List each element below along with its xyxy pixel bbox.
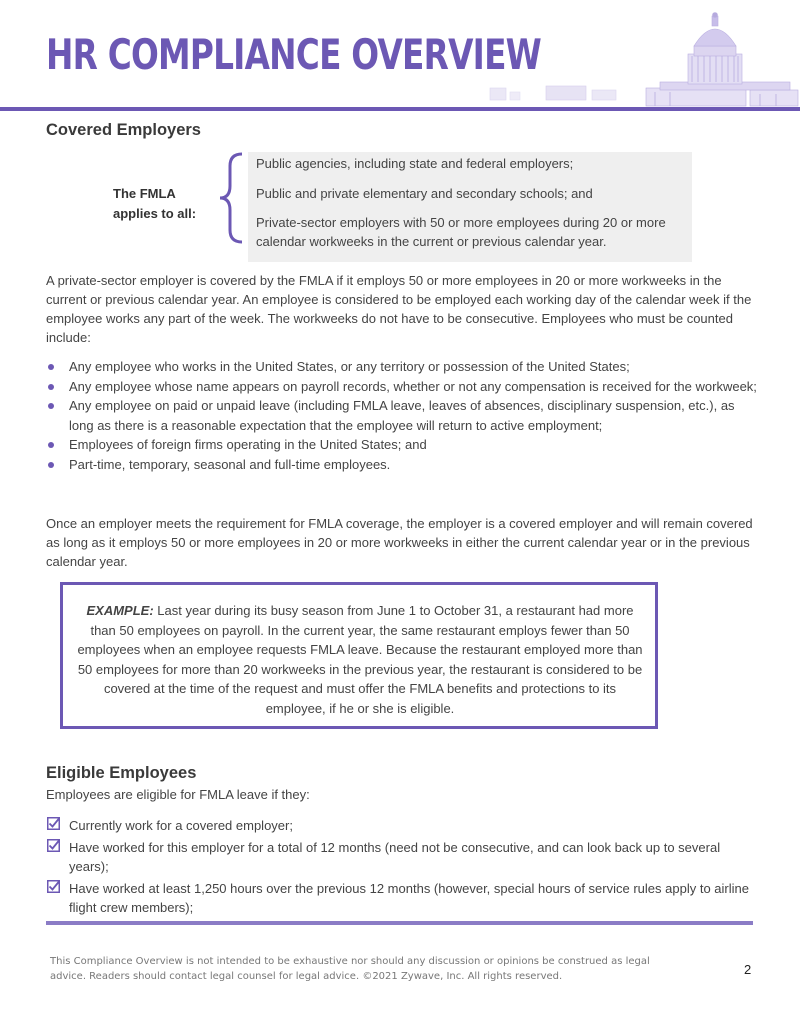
example-label: EXAMPLE: [86,603,154,618]
capitol-building-image [480,8,800,108]
checklist-item-text: Have worked for this employer for a total of 12 months (need not be consecutive, and can look back up to several years); [69,839,721,874]
applies-list-box [248,152,692,262]
example-callout-box [60,582,658,729]
applies-item: Private-sector employers with 50 or more employees during 20 or more calendar workweeks in the current or previous calendar year. [256,215,666,249]
list-item-text: Any employee who works in the United States, or any territory or possession of the United States; [69,359,630,374]
bullet-icon [48,442,54,448]
applies-item: Public and private elementary and secondary schools; and [256,186,593,201]
bullet-icon [48,403,54,409]
bullet-icon [48,462,54,468]
list-item [46,396,758,435]
checkbox-checked-icon [47,817,60,830]
page-header [0,0,800,112]
bullet-icon [48,384,54,390]
checklist-item [46,838,758,877]
header-divider [0,107,800,111]
example-text [73,601,647,719]
list-item-text: Any employee on paid or unpaid leave (including FMLA leave, leaves of absences, disciplinary suspension, etc.), as long as there is a reasonable expectation that the employee will return to active employment; [69,398,735,433]
checkbox-checked-icon [47,880,60,893]
list-item-text: Part-time, temporary, seasonal and full-time employees. [69,456,391,472]
list-item-text: Employees of foreign firms operating in the United States; and [69,437,427,452]
list-item [46,435,758,455]
section-heading-covered-employers: Covered Employers [46,121,201,139]
checklist-item [46,879,758,918]
checklist-item-text: Have worked at least 1,250 hours over the previous 12 months (however, special hours of service rules apply to airline flight crew members); [69,880,749,915]
checklist-item [46,816,758,836]
footer-disclaimer: This Compliance Overview is not intended to be exhaustive nor should any discussion or opinions be construed as legal advice. Readers should contact legal counsel for legal advice. ©2021 Zywave, Inc. All rights reserved. [50,956,650,982]
footer-divider [46,921,753,925]
checklist-item-text: Currently work for a covered employer; [69,818,293,833]
curly-brace-icon [216,152,246,244]
fmla-applies-label: The FMLA applies to all: [113,186,197,221]
eligibility-checklist [46,816,758,920]
applies-item: Public agencies, including state and federal employers; [256,156,574,171]
list-item-text: Any employee whose name appears on payroll records, whether or not any compensation is received for the workweek; [69,378,757,394]
checkbox-checked-icon [47,839,60,852]
list-item [46,357,758,377]
eligible-intro: Employees are eligible for FMLA leave if they: [46,787,310,802]
coverage-paragraph: A private-sector employer is covered by the FMLA if it employs 50 or more employees in 20 or more workweeks in the current or previous calendar year. An employee is considered to be employed each working day of the calendar week if the employee works any part of the week. The workweeks do not have to be consecutive. Employees who must be counted include: [46,273,752,345]
example-body: Last year during its busy season from June 1 to October 31, a restaurant had more than 50 employees on payroll. In the current year, the same restaurant employs fewer than 50 employees when an employee requests FMLA leave. Because the restaurant employed more than 50 employees for more than 20 workweeks in the previous year, the restaurant is considered to be covered at the time of the request and must offer the FMLA benefits and protections to its employee, if he or she is eligible. [77,603,643,716]
page-number: 2 [744,962,752,977]
list-item [46,455,758,475]
section-heading-eligible-employees: Eligible Employees [46,764,197,782]
page-title: HR COMPLIANCE OVERVIEW [46,30,542,79]
coverage-paragraph-2: Once an employer meets the requirement for FMLA coverage, the employer is a covered employer and will remain covered as long as it employs 50 or more employees in 20 or more workweeks in either the current calendar year or in the previous calendar year. [46,516,753,569]
bullet-icon [48,364,54,370]
counted-employees-list [46,357,758,474]
list-item [46,377,758,397]
